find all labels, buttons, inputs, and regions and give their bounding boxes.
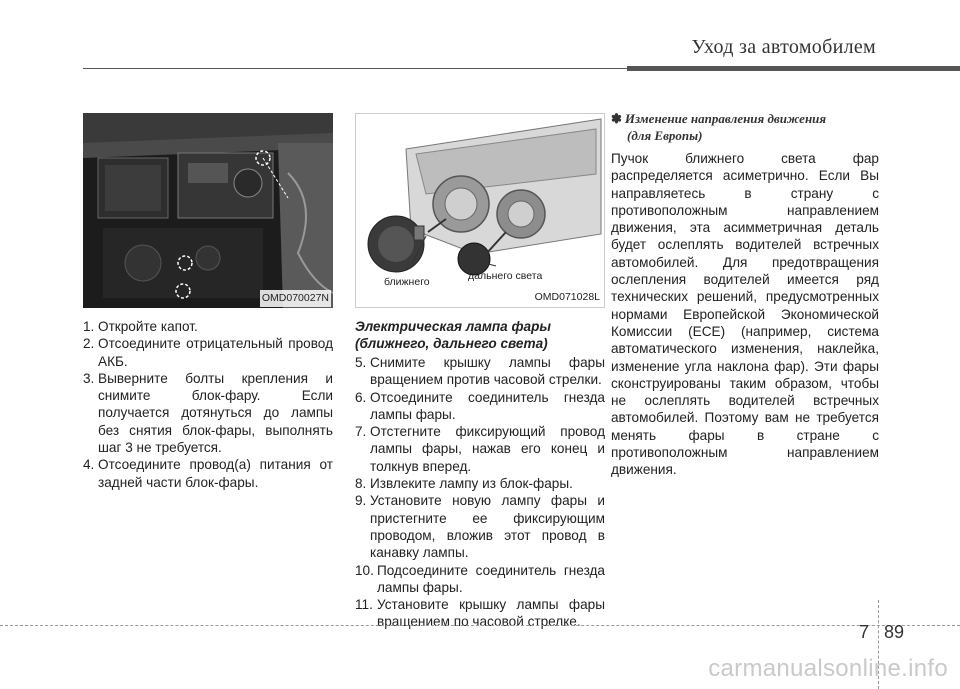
list-item: 6. Отсоедините соединитель гнезда лампы фары. — [355, 389, 605, 422]
engine-bay-illustration — [83, 113, 333, 308]
list-item: 9. Установите новую лампу фары и пристегните ее фиксирующим проводом, вложив этот провод в канавку лампы. — [355, 493, 605, 561]
page-header-title: Уход за автомобилем — [691, 36, 876, 58]
note-star-icon: ✽ — [611, 111, 622, 126]
label-low-beam: ближнего — [384, 276, 430, 288]
header-bar — [627, 66, 960, 71]
steps-list-1 — [83, 318, 333, 491]
chapter-number: 7 — [859, 622, 870, 642]
list-item: 11. Установите крышку лампы фары вращением по часовой стрелке. — [355, 597, 605, 630]
list-item: 3. Выверните болты крепления и снимите блок-фару. Если получается дотянуться до лампы без снятия блок-фары, выполнять шаг 3 не требуется. — [83, 370, 333, 456]
list-item: 10. Подсоедините соединитель гнезда лампы фары. — [355, 562, 605, 595]
list-item: 7. Отстегните фиксирующий провод лампы фары, нажав его конец и толкнув вперед. — [355, 424, 605, 474]
watermark: carmanualsonline.info — [708, 655, 948, 682]
section-title: Электрическая лампа фары (ближнего, дальнего света) — [355, 319, 552, 351]
list-item: 4. Отсоедините провод(а) питания от задней части блок-фары. — [83, 457, 333, 490]
column-1 — [83, 113, 333, 491]
list-item: 2. Отсоедините отрицательный провод АКБ. — [83, 336, 333, 369]
label-high-beam: дальнего света — [468, 270, 543, 282]
note-title — [611, 110, 879, 127]
list-item: 1. Откройте капот. — [83, 319, 198, 334]
photo-code: OMD070027N — [260, 290, 331, 307]
engine-bay-photo — [83, 113, 333, 308]
note-body: Пучок ближнего света фар распределяется асиметрично. Если Вы направляетесь в страну с противоположным направлением движения, эта асимметричная деталь будет ослеплять водителей встречных автомобилей. Для предотвращения ослепления водителей имеется ряд технических решений, предусмотренных нормами Европейской Экономической Комиссии (ECE) (например, система автоматического изменения, наклейка, изменение угла наклона фар). Эти фары сконструированы таким образом, чтобы не ослеплять водителей встречных автомобилей. Поэтому вам не требуется менять фары в стране с противоположным направлением движения. — [611, 151, 879, 478]
note-title-text: Изменение направления движения — [624, 111, 827, 126]
page-number: 89 — [884, 622, 905, 642]
steps-list-2 — [355, 354, 605, 631]
list-item: 5. Снимите крышку лампы фары вращением против часовой стрелки. — [355, 355, 605, 388]
photo-code: OMD071028L — [533, 289, 602, 306]
column-2 — [355, 113, 605, 631]
note-subtitle: (для Европы) — [627, 128, 703, 143]
headlamp-diagram — [355, 113, 605, 308]
list-item: 8. Извлеките лампу из блок-фары. — [355, 476, 573, 492]
column-3 — [611, 110, 879, 479]
footer-rule — [0, 625, 960, 626]
